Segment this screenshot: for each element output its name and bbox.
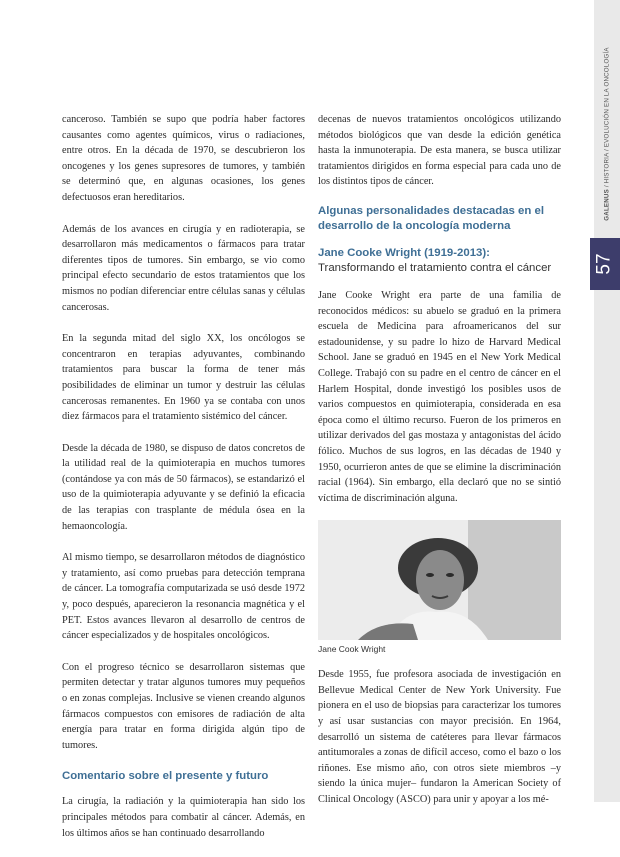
right-column: [318, 112, 561, 822]
page-number: [590, 238, 620, 290]
body-paragraph: canceroso. También se supo que podría haber factores causantes como agentes químicos, virus o radiaciones, entre otros. En la década de 1970, se descubrieron los oncogenes y los genes supresores de tumores, y también se determinó que, en algunas ocasiones, los genes defectuosos eran hereditarios.: [62, 114, 305, 203]
page-number-text: 57: [593, 253, 615, 275]
body-paragraph: decenas de nuevos tratamientos oncológicos utilizando métodos biológicos que van desde la edición genética hasta la inmunoterapia. De esta manera, se busca utilizar tratamientos dirigidos en forma especial para cada uno de los distintos tipos de cáncer.: [318, 114, 561, 188]
body-paragraph: Al mismo tiempo, se desarrollaron métodos de diagnóstico y tratamiento, así como pruebas para detección temprana de cáncer. La tomografía computarizada se usó desde 1972 y, poco después, aparecieron la resonancia magnética y el PET. Estos avances llevaron al desarrollo de centros de cáncer especializados y de hospitales oncológicos.: [62, 552, 305, 642]
section-heading-present-future: Comentario sobre el presente y futuro: [62, 770, 269, 783]
running-head-journal: GALENUS: [603, 189, 611, 221]
left-column: [62, 112, 305, 857]
body-paragraph: Desde 1955, fue profesora asociada de investigación en Bellevue Medical Center de New York University. Fue pionera en el uso de biopsias para caracterizar los tumores y así usar sustancias con mayor precisión. En 1964, desarrolló un sistema de catéteres para llevar fármacos antitumorales a zonas de difícil acceso, como el bazo o los riñones. Ese mismo año, con otros siete miembros –y siendo la única mujer– fundaron la American Society of Clinical Oncology (ASCO) para unir y apoyar a los mé-: [318, 669, 561, 806]
running-head: [604, 47, 611, 220]
portrait-illustration: [318, 520, 561, 640]
body-paragraph: Desde la década de 1980, se dispuso de datos concretos de la utilidad real de la quimioterapia en muchos tumores (contándose ya con más de 50 fármacos), se estandarizó el uso de la quimioterapia adyuvante y se definió la eficacia de las terapias con trasplante de médula ósea en la hemaoncología.: [62, 442, 305, 532]
body-paragraph: En la segunda mitad del siglo XX, los oncólogos se concentraron en terapias adyuvantes, combinando tratamientos para buscar la forma de tener más posibilidades de eliminar un tumor y destruir las células cancerosas remanentes. En 1960 ya se contaba con unos diez fármacos para el tratamiento sistémico del cáncer.: [62, 333, 305, 423]
body-paragraph: Además de los avances en cirugía y en radioterapia, se desarrollaron más medicamentos o fármacos para tratar diferentes tipos de tumores. Sin embargo, se vio como principal efecto secundario de estos tratamientos que los mismos no podían diferenciar entre células sanas y células cancerosas.: [62, 223, 305, 313]
section-heading-personalities: Algunas personalidades destacadas en el desarrollo de la oncología moderna: [318, 204, 544, 232]
bio-paragraph: Jane Cooke Wright era parte de una familia de reconocidos médicos: su abuelo se graduó en la primera escuela de Medicina para afroamericanos del sur estadounidense, y su padre lo hizo de Harvard Medical School. Jane se graduó en 1945 en el New York Medical College. Trabajó con su padre en el centro de cáncer en el Harlem Hospital, donde investigó los posibles usos de varios compuestos en quimioterapia, considerada en esa época como el último recurso. Fueron de los primeros en utilizar derivados del gas mostaza y antagonistas del ácido fólico. Muchos de sus logros, en las décadas de 1940 y 1950, ocurrieron antes de que se elimine la discriminación racial (1964). Sin embargo, ella declaró que no se sintió víctima de discriminación alguna.: [318, 289, 561, 504]
portrait-photo: [318, 520, 561, 640]
person-heading: Jane Cooke Wright (1919-2013):: [318, 246, 490, 259]
body-paragraph: La cirugía, la radiación y la quimioterapia han sido los principales métodos para combatir al cáncer. Además, en los últimos años se han continuado desarrollando: [62, 796, 305, 839]
running-head-separator: /: [603, 183, 611, 190]
person-subtitle: Transformando el tratamiento contra el cáncer: [318, 261, 552, 274]
running-head-separator: /: [603, 147, 611, 153]
running-head-section: HISTORIA: [603, 152, 611, 184]
body-paragraph: Con el progreso técnico se desarrollaron sistemas que permiten detectar y tratar algunos tumores muy pequeños o en zonas complejas. Inclusive se vienen creando algunos fármacos compuestos con emisores de radiación de alta energía para tratar en forma dirigida algún tipo de tumores.: [62, 661, 305, 751]
photo-caption: Jane Cook Wright: [318, 644, 386, 655]
running-head-topic: EVOLUCIÓN EN LA ONCOLOGÍA: [603, 47, 611, 148]
